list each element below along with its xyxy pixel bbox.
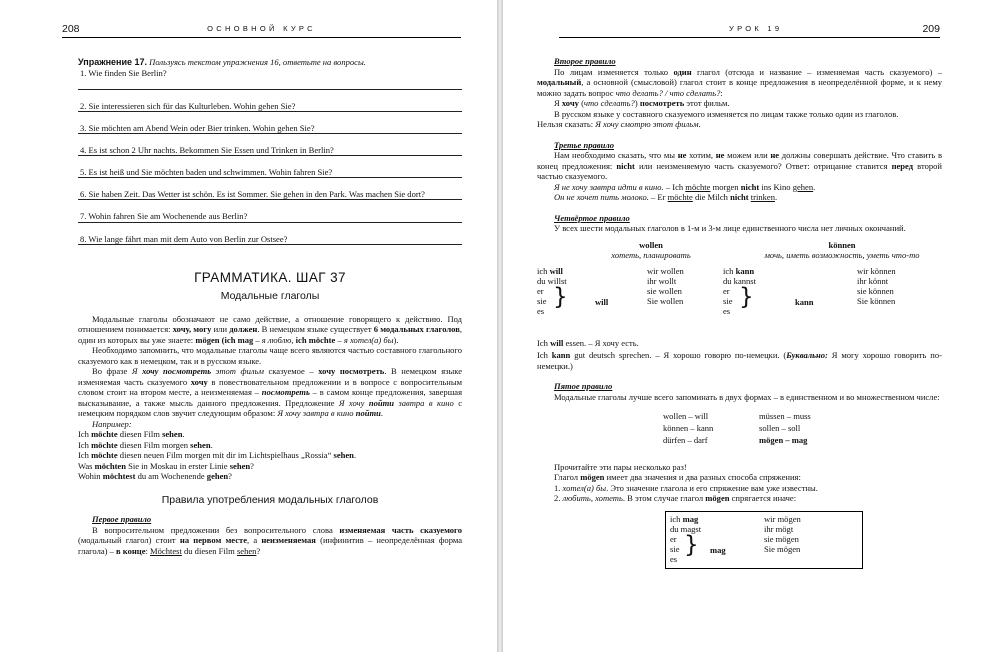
table-row: wollen – will müssen – muss <box>663 411 811 421</box>
table-row: dürfen – darf mögen – mag <box>663 435 808 446</box>
table-row: sie Sie mögen <box>670 544 801 555</box>
table-row: sie Sie wollen <box>537 296 684 307</box>
koennen-heading <box>747 240 937 261</box>
koennen-meaning: мочь, иметь возможность, уметь что-то <box>764 250 920 260</box>
example-sentence: Ich möchte diesen Film sehen. <box>78 429 185 440</box>
running-header: ОСНОВНОЙ КУРС <box>207 24 316 33</box>
rule-3-example: Он не хочет пить молоко. – Er möchte die Milch nicht trinken. <box>554 192 778 202</box>
brace-icon: } <box>553 283 568 310</box>
question-list <box>78 68 462 245</box>
paragraph-word-order: Во фразе Я хочу посмотреть этот фильм сказуемое – хочу посмотреть. В немецком языке изменяемая часть сказуемого хочу в повествовательном предложении и в вопросе с вопросительным словом стоит на втором месте, а неизменяемая – посмотреть – в самом конце предложения, завершая высказывание, а также мысль данного предложения. Предложение Я хочу пойти завтра в кино с немецким порядком слов звучит следующим образом: Я хочу завтра в кино пойти. <box>78 366 463 419</box>
left-page-header <box>62 16 461 38</box>
rule-4-text: У всех шести модальных глаголов в 1-м и 3-м лице единственного числа нет личных окончаний. <box>554 223 906 233</box>
mag-conjugation-box <box>665 511 863 569</box>
rule-4-example: Ich will essen. – Я хочу есть. <box>537 337 639 348</box>
question-line: 3. Sie möchten am Abend Wein oder Bier trinken. Wohin gehen Sie? <box>78 112 462 134</box>
moegen-meaning-1: 1. хотел(а) бы. Это значение глагола и его спряжение вам уже известны. <box>554 482 818 493</box>
question-line: 6. Sie haben Zeit. Das Wetter ist schön. Es ist Sommer. Sie gehen in den Park. Was machen Sie dort? <box>78 178 462 200</box>
exercise-heading <box>78 57 462 68</box>
table-row: es <box>670 554 678 565</box>
brace-icon: } <box>739 283 754 310</box>
verb-pairs-table <box>661 409 841 448</box>
table-row: ich mag wir mögen <box>670 513 801 524</box>
exercise-instruction: Пользуясь текстом упражнения 16, ответьте на вопросы. <box>149 57 366 67</box>
table-row: sie Sie können <box>723 296 896 307</box>
page-number: 209 <box>922 23 940 35</box>
rule-title: Второе правило <box>554 56 616 66</box>
rules-title: Правила употребления модальных глаголов <box>161 493 379 506</box>
left-page-body <box>78 57 462 556</box>
table-row: du magst ihr mögt <box>670 523 794 534</box>
table-row: ich will wir wollen <box>537 265 684 276</box>
rule-3-example: Я не хочу завтра идти в кино. – Ich möchte morgen nicht ins Kino gehen. <box>554 181 816 192</box>
rule-3-text: Нам необходимо сказать, что мы не хотим, не можем или не должны совершать действие. Что ставить в конец предложения: nicht или неизменяемую часть сказуемого? Ответ: отрицание ставится перед второй частью сказуемого. <box>537 150 942 181</box>
wollen-meaning: хотеть, планировать <box>611 250 691 260</box>
table-row: er sie mögen <box>670 534 799 545</box>
example-sentence: Ich möchte diesen Film morgen sehen. <box>78 439 213 450</box>
left-page <box>0 0 497 652</box>
table-row: ich kann wir können <box>723 265 896 276</box>
right-page-body <box>537 56 942 569</box>
rule-title: Пятое правило <box>554 381 613 391</box>
example-sentence: Ich möchte diesen neuen Film morgen mit dir im Lichtspielhaus „Rossia“ sehen. <box>78 450 357 461</box>
moegen-meaning-2: 2. любить, хотеть. В этом случае глагол mögen спрягается иначе: <box>554 493 797 504</box>
question-line: 5. Es ist heiß und Sie möchten baden und schwimmen. Wohin fahren Sie? <box>78 156 462 178</box>
form-mag: mag <box>710 544 726 555</box>
grammar-title: ГРАММАТИКА. ШАГ 37 <box>194 269 346 285</box>
form-will: will <box>595 296 609 307</box>
form-kann: kann <box>795 296 814 307</box>
question-line: 8. Wie lange fährt man mit dem Auto von Berlin zur Ostsee? <box>78 223 462 245</box>
question-line: 4. Es ist schon 2 Uhr nachts. Bekommen Sie Essen und Trinken in Berlin? <box>78 134 462 156</box>
verb-wollen: wollen <box>639 239 663 250</box>
rule-title: Первое правило <box>92 514 152 525</box>
table-row: es <box>537 306 545 317</box>
rule-2-note: В русском языке у составного сказуемого изменяется по лицам также только один из глаголов. <box>554 108 899 119</box>
rule-2-example: Я хочу (что сделать?) посмотреть этот фильм. <box>554 98 730 108</box>
verb-koennen: können <box>828 239 856 250</box>
page-number: 208 <box>62 23 80 35</box>
right-page <box>503 0 1000 652</box>
rule-title: Третье правило <box>554 139 614 150</box>
running-header: УРОК 19 <box>729 24 783 33</box>
example-sentence: Wohin möchtest du am Wochenende gehen? <box>78 471 232 482</box>
rule-title: Четвёртое правило <box>554 212 630 223</box>
read-note: Прочитайте эти пары несколько раз! <box>554 461 687 472</box>
question-line: 7. Wohin fahren Sie am Wochenende aus Berlin? <box>78 200 462 222</box>
conjugation-area <box>537 240 942 338</box>
rule-4-example: Ich kann gut deutsch sprechen. – Я хорошо говорю по-немецки. (Буквально: Я могу хорошо говорить по-немецки.) <box>537 350 942 371</box>
table-row: es <box>723 306 731 317</box>
example-sentence: Was möchten Sie in Moskau in erster Linie sehen? <box>78 460 254 471</box>
wollen-heading <box>571 240 731 261</box>
example-list <box>78 429 462 482</box>
table-row: er sie können <box>723 285 894 296</box>
right-page-header <box>559 16 940 38</box>
paragraph-intro: Модальные глаголы обозначают не само действие, а отношение говорящего к действию. Под отношением понимается: хочу, могу или должен. В немецком языке существует 6 модальных глаголов, один из которых вы уже знаете: mögen (ich mag – я люблю, ich möchte – я хотел(а) бы). <box>78 313 462 345</box>
table-row: können – kann sollen – soll <box>663 423 801 434</box>
paragraph-composite-predicate: Необходимо запомнить, что модальные глаголы чаще всего являются частью составного глагольного сказуемого как в немецком, так и в русском языке. <box>78 345 462 366</box>
brace-icon: } <box>684 531 699 558</box>
moegen-note: Глагол mögen имеет два значения и два разных способа спряжения: <box>554 472 801 483</box>
exercise-label: Упражнение 17. <box>78 57 148 67</box>
rule-2-warning: Нельзя сказать: Я хочу смотрю этот фильм. <box>537 119 701 129</box>
grammar-subtitle: Модальные глаголы <box>220 290 320 303</box>
table-row: du kannst ihr könnt <box>723 275 889 286</box>
table-row: er sie wollen <box>537 285 682 296</box>
question-line: 2. Sie interessieren sich für das Kulturleben. Wohin gehen Sie? <box>78 90 462 112</box>
koennen-conjugation-table <box>723 266 943 317</box>
question-line: 1. Wie finden Sie Berlin? <box>78 68 462 90</box>
example-label: Например: <box>92 418 132 429</box>
rule-2-text: По лицам изменяется только один глагол (отсюда и название – изменяемая часть сказуемого) – модальный, а основной (смысловой) глагол стоит в конце предложения в неопределённой форме, и к нему можно задать вопрос что делать? / что сделать?: <box>537 66 942 98</box>
table-row: du willst ihr wollt <box>537 275 677 286</box>
rule-1-text: В вопросительном предложении без вопросительного слова изменяемая часть сказуемого (модальный глагол) стоит на первом месте, а неизменяемая (инфинитив – неопределённая форма глагола) – в конце: Möchtest du diesen Film sehen? <box>78 524 462 556</box>
rule-5-text: Модальные глаголы лучше всего запоминать в двух формах – в единственном и во множественном числе: <box>554 391 940 402</box>
